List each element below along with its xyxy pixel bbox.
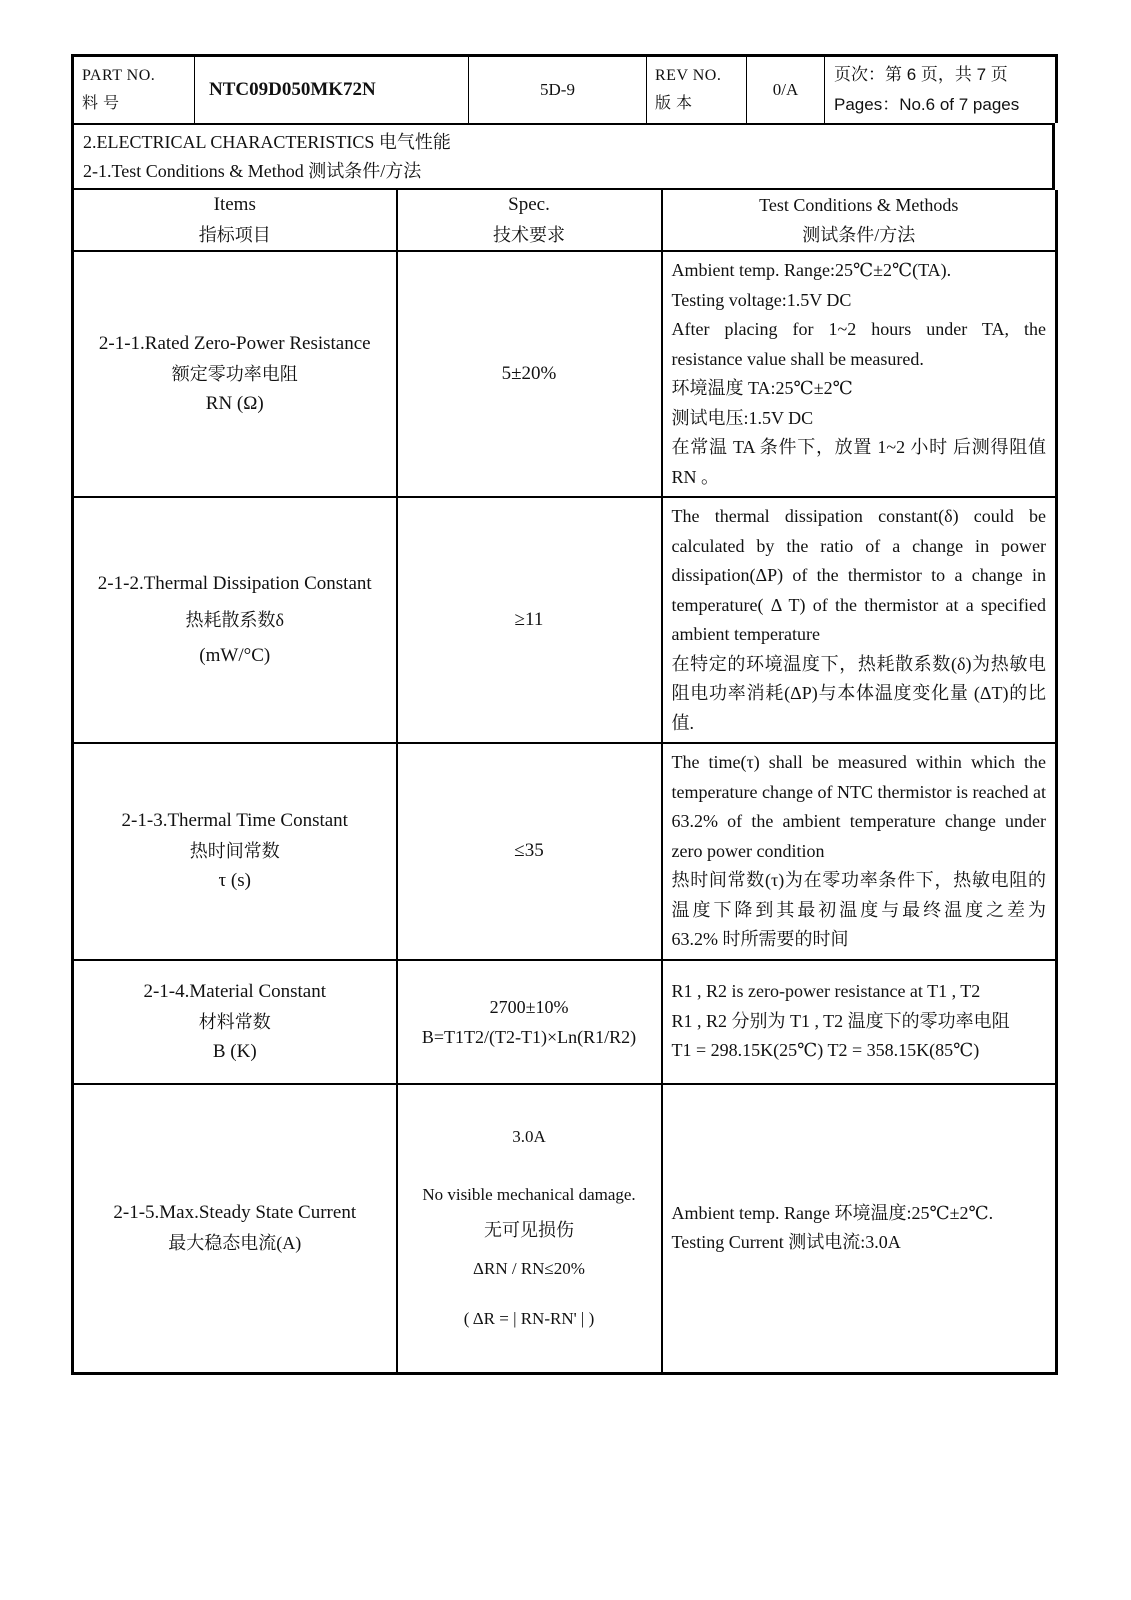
col-header-conditions-cn: 测试条件/方法 bbox=[802, 225, 916, 245]
section-title: 2.ELECTRICAL CHARACTERISTICS 电气性能 bbox=[83, 132, 451, 152]
col-header-conditions bbox=[662, 190, 1057, 251]
spec-formula: B=T1T2/(T2-T1)×Ln(R1/R2) bbox=[421, 1026, 637, 1047]
condition-line: T1 = 298.15K(25℃) T2 = 358.15K(85℃) bbox=[671, 1040, 980, 1061]
header-table bbox=[71, 54, 1058, 123]
rev-no-label bbox=[647, 56, 747, 124]
item-name-en: 2-1-5.Max.Steady State Current bbox=[113, 1202, 357, 1224]
spec-value: ≤35 bbox=[514, 840, 544, 862]
model-number: 5D-9 bbox=[469, 56, 647, 124]
spec-criterion: ΔRN / RN≤20% bbox=[473, 1259, 585, 1279]
spec-cell bbox=[397, 251, 662, 497]
table-row bbox=[73, 251, 1057, 497]
item-name-en: 2-1-2.Thermal Dissipation Constant bbox=[97, 573, 372, 594]
condition-line: The thermal dissipation constant(δ) could be calculated by the ratio of a change in power dissipation(ΔP) of the thermistor to a change in temperature( Δ T) of the thermistor at a specified ambient temperature bbox=[671, 506, 1046, 644]
item-name-cn: 额定零功率电阻 bbox=[171, 364, 298, 384]
item-unit: τ (s) bbox=[218, 870, 251, 892]
spec-value: 5±20% bbox=[501, 363, 557, 384]
item-unit: B (K) bbox=[212, 1040, 257, 1062]
spacer bbox=[398, 1152, 661, 1180]
spec-note: No visible mechanical damage. bbox=[422, 1185, 636, 1205]
table-header-row bbox=[73, 190, 1057, 251]
condition-line: Ambient temp. Range 环境温度:25℃±2℃. bbox=[671, 1202, 994, 1223]
col-header-items-en: Items bbox=[213, 194, 256, 215]
table-row bbox=[73, 1084, 1057, 1374]
condition-line: 环境温度 TA:25℃±2℃ bbox=[671, 378, 853, 398]
conditions-cell bbox=[662, 743, 1057, 960]
item-cell bbox=[73, 960, 397, 1084]
item-name-cn: 热耗散系数δ bbox=[185, 610, 284, 630]
part-number: NTC09D050MK72N bbox=[195, 56, 469, 124]
table-row bbox=[73, 743, 1057, 960]
item-cell bbox=[73, 251, 397, 497]
page-info bbox=[825, 56, 1057, 124]
rev-no-label-cn: 版 本 bbox=[655, 95, 693, 112]
part-no-label-en: PART NO. bbox=[82, 67, 156, 84]
condition-line: Testing Current 测试电流:3.0A bbox=[671, 1232, 901, 1253]
condition-line: 测试电压:1.5V DC bbox=[671, 407, 814, 428]
col-header-spec-cn: 技术要求 bbox=[493, 225, 565, 245]
rev-no-label-en: REV NO. bbox=[655, 67, 722, 84]
condition-line: The time(τ) shall be measured within which the temperature change of NTC thermistor is reached at 63.2% of the ambient temperature change under zero power condition bbox=[671, 752, 1046, 861]
condition-line: Testing voltage:1.5V DC bbox=[671, 289, 852, 310]
condition-line: R1 , R2 分别为 T1 , T2 温度下的零功率电阻 bbox=[671, 1010, 1010, 1031]
spec-value: 3.0A bbox=[512, 1127, 546, 1147]
page-info-cn: 页次：第 6 页，共 7 页 bbox=[834, 65, 1008, 84]
item-cell bbox=[73, 743, 397, 960]
item-name-en: 2-1-1.Rated Zero-Power Resistance bbox=[98, 333, 371, 354]
col-header-items bbox=[73, 190, 397, 251]
spec-cell bbox=[397, 497, 662, 743]
spec-formula: ( ΔR = | RN-RN' | ) bbox=[463, 1309, 595, 1329]
item-name-en: 2-1-4.Material Constant bbox=[143, 980, 327, 1002]
col-header-spec-en: Spec. bbox=[508, 194, 550, 215]
spec-cell bbox=[397, 1084, 662, 1374]
spec-value: 2700±10% bbox=[489, 996, 569, 1017]
table-row bbox=[73, 497, 1057, 743]
item-unit: (mW/°C) bbox=[199, 645, 271, 666]
item-cell bbox=[73, 497, 397, 743]
item-name-cn: 热时间常数 bbox=[189, 841, 280, 862]
condition-line: R1 , R2 is zero-power resistance at T1 , T2 bbox=[671, 981, 981, 1002]
spacer bbox=[398, 1288, 661, 1304]
condition-line: 热时间常数(τ)为在零功率条件下，热敏电阻的温度下降到其最初温度与最终温度之差为 63.2% 时所需要的时间 bbox=[671, 870, 1046, 949]
section-heading bbox=[71, 123, 1055, 190]
section-subtitle: 2-1.Test Conditions & Method 测试条件/方法 bbox=[83, 161, 422, 181]
page-info-en: Pages：No.6 of 7 pages bbox=[834, 95, 1020, 114]
condition-line: 在特定的环境温度下，热耗散系数(δ)为热敏电阻电功率消耗(ΔP)与本体温度变化量 (ΔT)的比值. bbox=[671, 653, 1046, 733]
item-unit: RN (Ω) bbox=[205, 393, 264, 414]
col-header-items-cn: 指标项目 bbox=[198, 225, 271, 245]
spec-sheet bbox=[71, 54, 1055, 1375]
spec-note-cn: 无可见损伤 bbox=[484, 1220, 574, 1241]
col-header-conditions-en: Test Conditions & Methods bbox=[759, 195, 959, 215]
spec-cell bbox=[397, 960, 662, 1084]
item-name-cn: 最大稳态电流(A) bbox=[168, 1233, 302, 1254]
table-row bbox=[73, 960, 1057, 1084]
condition-line: Ambient temp. Range:25℃±2℃(TA). bbox=[671, 260, 952, 280]
item-cell bbox=[73, 1084, 397, 1374]
rev-value: 0/A bbox=[747, 56, 825, 124]
item-name-cn: 材料常数 bbox=[198, 1011, 271, 1032]
condition-line: 在常温 TA 条件下，放置 1~2 小时 后测得阻值 RN 。 bbox=[671, 437, 1046, 487]
part-no-label-cn: 料 号 bbox=[82, 95, 120, 112]
spec-value: ≥11 bbox=[514, 609, 544, 630]
spec-cell bbox=[397, 743, 662, 960]
test-conditions-table bbox=[71, 190, 1058, 1375]
conditions-cell bbox=[662, 1084, 1057, 1374]
condition-line: After placing for 1~2 hours under TA, the resistance value shall be measured. bbox=[671, 319, 1046, 369]
part-no-label bbox=[73, 56, 195, 124]
col-header-spec bbox=[397, 190, 662, 251]
conditions-cell bbox=[662, 960, 1057, 1084]
conditions-cell bbox=[662, 497, 1057, 743]
conditions-cell bbox=[662, 251, 1057, 497]
item-name-en: 2-1-3.Thermal Time Constant bbox=[121, 810, 348, 832]
